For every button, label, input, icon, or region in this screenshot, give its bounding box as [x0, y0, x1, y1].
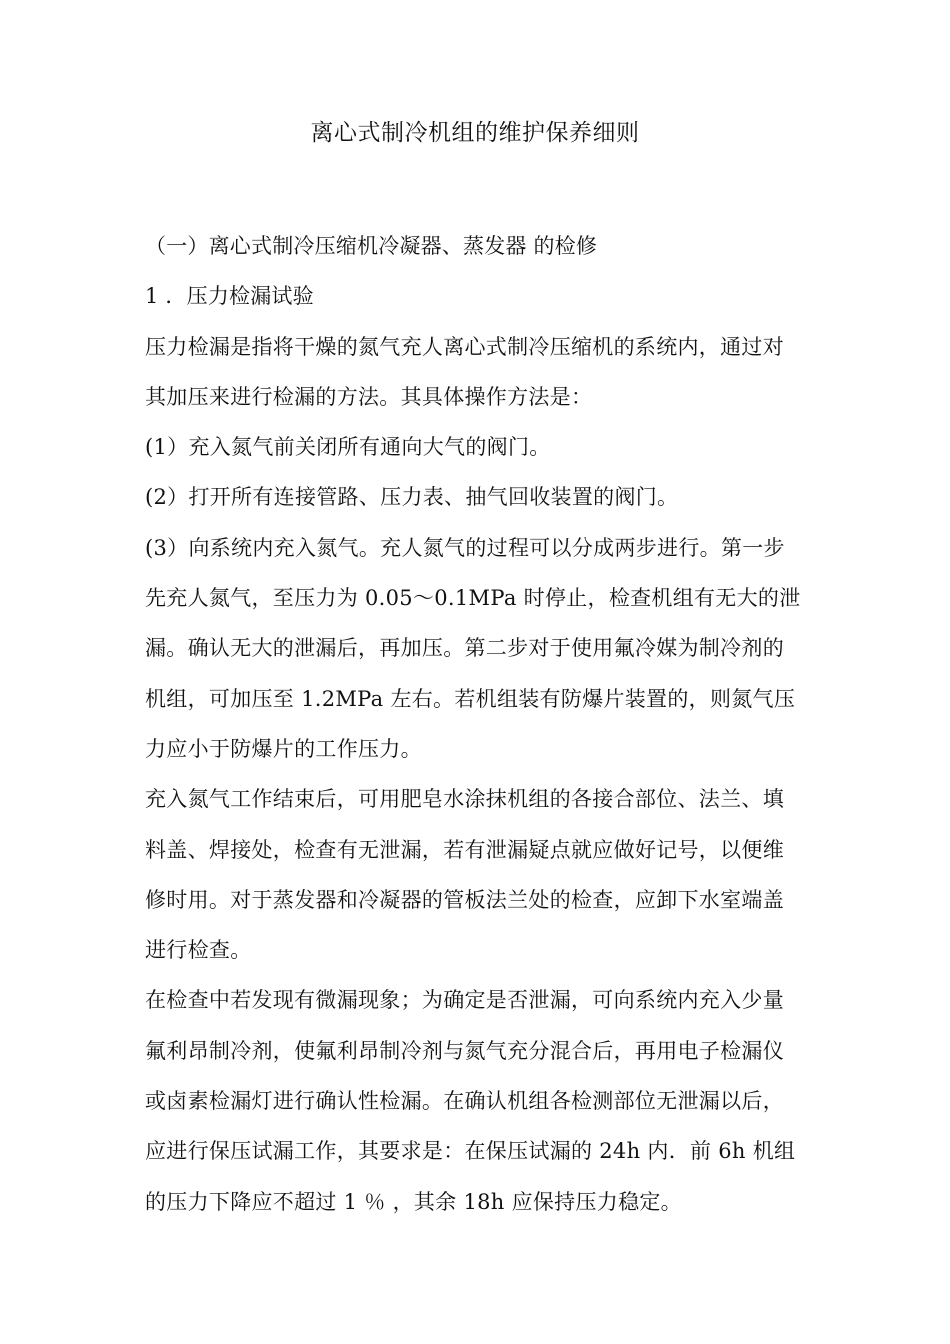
subsection-heading: 1 ．压力检漏试验 — [145, 284, 314, 309]
paragraph-line: 或卤素检漏灯进行确认性检漏。在确认机组各检测部位无泄漏以后， — [145, 1089, 784, 1114]
paragraph-line: 料盖、焊接处，检查有无泄漏，若有泄漏疑点就应做好记号，以便维 — [145, 837, 784, 862]
paragraph-line: 应进行保压试漏工作，其要求是：在保压试漏的 24h 内．前 6h 机组 — [145, 1139, 796, 1164]
document-body — [145, 221, 810, 1227]
paragraph-line: 先充人氮气，至压力为 0.05～0.1MPa 时停止，检查机组有无大的泄 — [145, 586, 801, 611]
paragraph-line: 修时用。对于蒸发器和冷凝器的管板法兰处的检查，应卸下水室端盖 — [145, 887, 784, 912]
paragraph-line: 机组，可加压至 1.2MPa 左右。若机组装有防爆片装置的，则氮气压 — [145, 686, 796, 711]
paragraph-line: 力应小于防爆片的工作压力。 — [145, 736, 422, 761]
list-item: (2）打开所有连接管路、压力表、抽气回收装置的阀门。 — [145, 485, 679, 510]
list-item: (3）向系统内充入氮气。充人氮气的过程可以分成两步进行。第一步 — [145, 535, 785, 560]
paragraph-line: 其加压来进行检漏的方法。其具体操作方法是： — [145, 384, 593, 409]
document-title: 离心式制冷机组的维护保养细则 — [310, 120, 640, 146]
paragraph-line: 在检查中若发现有微漏现象；为确定是否泄漏，可向系统内充入少量 — [145, 988, 784, 1013]
paragraph-line: 压力检漏是指将干燥的氮气充人离心式制冷压缩机的系统内，通过对 — [145, 334, 784, 359]
paragraph-line: 氟利昂制冷剂，使氟利昂制冷剂与氮气充分混合后，再用电子检漏仪 — [145, 1038, 784, 1063]
paragraph-line: 漏。确认无大的泄漏后，再加压。第二步对于使用氟冷媒为制冷剂的 — [145, 636, 784, 661]
paragraph-line: 的压力下降应不超过 1 ％ ，其余 18h 应保持压力稳定。 — [145, 1189, 682, 1214]
list-item: (1）充入氮气前关闭所有通向大气的阀门。 — [145, 435, 551, 460]
paragraph-line: 充入氮气工作结束后，可用肥皂水涂抹机组的各接合部位、法兰、填 — [145, 787, 784, 812]
paragraph-line: 进行检查。 — [145, 938, 252, 963]
section-heading: （一）离心式制冷压缩机冷凝器、蒸发器 的检修 — [145, 234, 598, 258]
